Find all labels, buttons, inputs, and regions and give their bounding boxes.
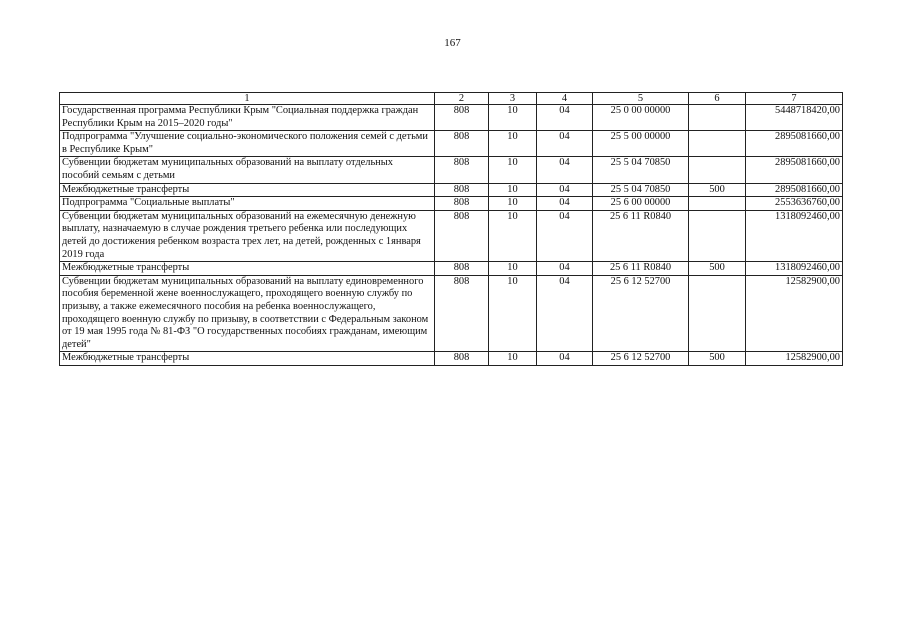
expense-type-code: 500 <box>689 262 746 276</box>
section-code: 10 <box>489 131 537 157</box>
row-name: Межбюджетные трансферты <box>60 262 435 276</box>
column-header: 1 <box>60 93 435 105</box>
table-row <box>60 105 843 131</box>
table-row <box>60 262 843 276</box>
target-article-code: 25 6 12 52700 <box>593 352 689 366</box>
subsection-code: 04 <box>537 262 593 276</box>
amount: 12582900,00 <box>746 352 843 366</box>
amount: 1318092460,00 <box>746 262 843 276</box>
amount: 5448718420,00 <box>746 105 843 131</box>
row-name: Субвенции бюджетам муниципальных образований на выплату единовременного пособия беременной жене военнослужащего, проходящего военную службу по призыву, а также ежемесячного пособия на ребенка военнослужащего, проходящего военную службу по призыву, в соответствии с Федеральным законом от 19 мая 1995 года № 81-ФЗ "О государственных пособиях гражданам, имеющим детей" <box>60 275 435 352</box>
target-article-code: 25 6 00 00000 <box>593 197 689 211</box>
ministry-code: 808 <box>435 352 489 366</box>
table-row <box>60 210 843 261</box>
subsection-code: 04 <box>537 197 593 211</box>
ministry-code: 808 <box>435 275 489 352</box>
expense-type-code: 500 <box>689 352 746 366</box>
amount: 12582900,00 <box>746 275 843 352</box>
table-row <box>60 275 843 352</box>
column-header: 6 <box>689 93 746 105</box>
column-header: 7 <box>746 93 843 105</box>
target-article-code: 25 5 04 70850 <box>593 157 689 183</box>
expense-type-code <box>689 131 746 157</box>
amount: 2895081660,00 <box>746 157 843 183</box>
section-code: 10 <box>489 262 537 276</box>
row-name: Подпрограмма "Улучшение социально-экономического положения семей с детьми в Республике Крым" <box>60 131 435 157</box>
expense-type-code <box>689 105 746 131</box>
ministry-code: 808 <box>435 105 489 131</box>
ministry-code: 808 <box>435 262 489 276</box>
page-number: 167 <box>444 37 461 49</box>
section-code: 10 <box>489 183 537 197</box>
budget-table <box>59 92 843 366</box>
section-code: 10 <box>489 275 537 352</box>
target-article-code: 25 0 00 00000 <box>593 105 689 131</box>
row-name: Субвенции бюджетам муниципальных образований на выплату отдельных пособий семьям с детьми <box>60 157 435 183</box>
amount: 2553636760,00 <box>746 197 843 211</box>
target-article-code: 25 6 11 R0840 <box>593 210 689 261</box>
section-code: 10 <box>489 352 537 366</box>
table-row <box>60 197 843 211</box>
expense-type-code <box>689 157 746 183</box>
column-header: 5 <box>593 93 689 105</box>
section-code: 10 <box>489 105 537 131</box>
ministry-code: 808 <box>435 131 489 157</box>
row-name: Подпрограмма "Социальные выплаты" <box>60 197 435 211</box>
table-row <box>60 131 843 157</box>
ministry-code: 808 <box>435 183 489 197</box>
amount: 1318092460,00 <box>746 210 843 261</box>
subsection-code: 04 <box>537 105 593 131</box>
target-article-code: 25 6 12 52700 <box>593 275 689 352</box>
column-header: 4 <box>537 93 593 105</box>
section-code: 10 <box>489 197 537 211</box>
amount: 2895081660,00 <box>746 183 843 197</box>
ministry-code: 808 <box>435 210 489 261</box>
expense-type-code <box>689 275 746 352</box>
subsection-code: 04 <box>537 157 593 183</box>
row-name: Государственная программа Республики Крым "Социальная поддержка граждан Республики Крым на 2015–2020 годы" <box>60 105 435 131</box>
expense-type-code <box>689 197 746 211</box>
subsection-code: 04 <box>537 352 593 366</box>
table-row <box>60 183 843 197</box>
subsection-code: 04 <box>537 210 593 261</box>
amount: 2895081660,00 <box>746 131 843 157</box>
ministry-code: 808 <box>435 197 489 211</box>
section-code: 10 <box>489 157 537 183</box>
subsection-code: 04 <box>537 183 593 197</box>
row-name: Межбюджетные трансферты <box>60 183 435 197</box>
target-article-code: 25 5 00 00000 <box>593 131 689 157</box>
target-article-code: 25 5 04 70850 <box>593 183 689 197</box>
expense-type-code <box>689 210 746 261</box>
subsection-code: 04 <box>537 131 593 157</box>
table-row <box>60 157 843 183</box>
header-row <box>60 93 843 105</box>
subsection-code: 04 <box>537 275 593 352</box>
target-article-code: 25 6 11 R0840 <box>593 262 689 276</box>
row-name: Межбюджетные трансферты <box>60 352 435 366</box>
row-name: Субвенции бюджетам муниципальных образований на ежемесячную денежную выплату, назначаемую в случае рождения третьего ребенка или последующих детей до достижения ребенком возраста трех лет, на детей, рожденных с 1января 2019 года <box>60 210 435 261</box>
column-header: 3 <box>489 93 537 105</box>
section-code: 10 <box>489 210 537 261</box>
column-header: 2 <box>435 93 489 105</box>
expense-type-code: 500 <box>689 183 746 197</box>
ministry-code: 808 <box>435 157 489 183</box>
table-row <box>60 352 843 366</box>
